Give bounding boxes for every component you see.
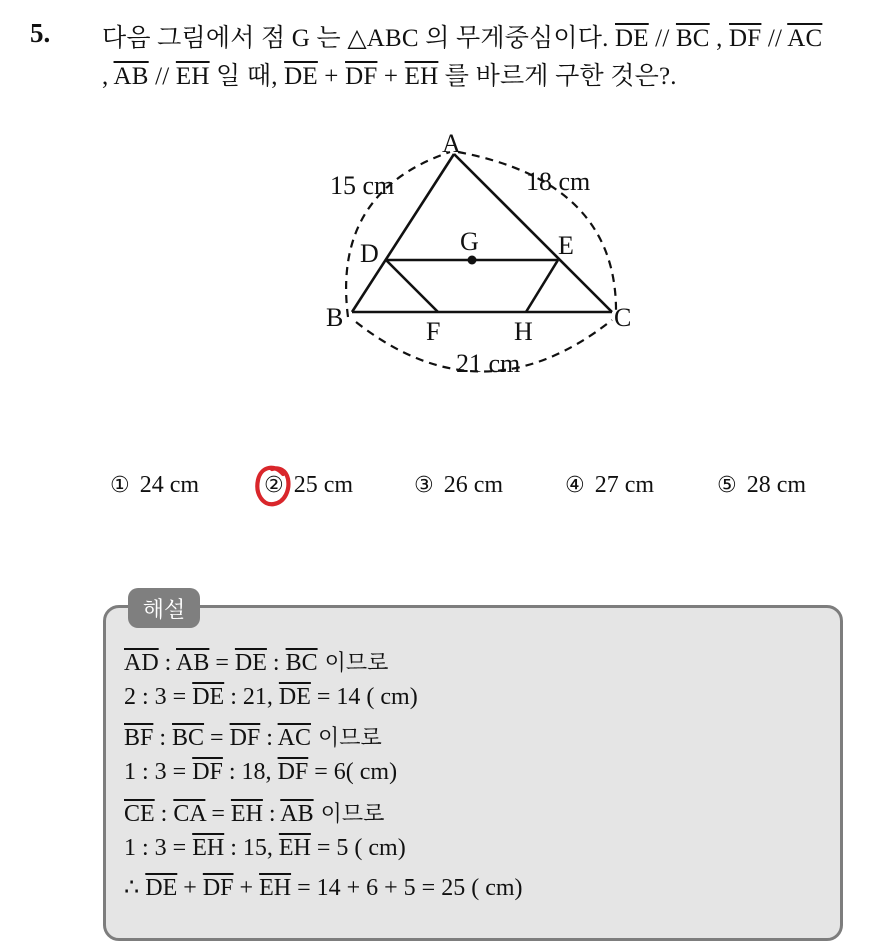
segment-notation: $\overline{DF}$ xyxy=(229,725,261,751)
label-e: E xyxy=(558,231,574,260)
solution-line-5 xyxy=(124,797,384,828)
label-b: B xyxy=(326,303,344,332)
text-run: : 15, xyxy=(224,835,279,861)
text-run: : xyxy=(262,801,281,827)
solution-line-1 xyxy=(124,646,388,677)
measure-ab: 15 cm xyxy=(330,171,395,200)
korean-text: 이므로 xyxy=(310,726,382,751)
label-h: H xyxy=(514,317,533,346)
segment-notation: $\overline{DE}$ xyxy=(145,875,178,901)
segment-notation: $\overline{DF}$ xyxy=(192,759,223,785)
choice-2[interactable]: ② 25 cm xyxy=(264,472,354,498)
text-run: // xyxy=(648,25,676,52)
segment-notation: $\overline{AD}$ xyxy=(124,650,159,676)
text-run: = 6( cm) xyxy=(308,759,398,785)
question-number: 5. xyxy=(30,18,51,48)
text-run: = 14 + 6 + 5 = 25 ( cm) xyxy=(291,875,523,901)
text-run: 1 : 3 = xyxy=(124,759,193,785)
text-run: : xyxy=(260,725,278,751)
korean-text: 이므로 xyxy=(313,802,385,827)
label-g: G xyxy=(460,227,479,256)
segment-notation: $\overline{BC}$ xyxy=(285,650,318,676)
label-d: D xyxy=(360,239,379,268)
text-run: : 21, xyxy=(224,684,279,710)
solution-tag: 해설 xyxy=(128,588,200,628)
text-run: 2 : 3 = xyxy=(124,684,193,710)
segment-notation: $\overline{EH}$ xyxy=(230,801,263,827)
text-run: + xyxy=(377,63,405,90)
choice-1[interactable]: ① 24 cm xyxy=(110,472,200,498)
label-f: F xyxy=(426,317,441,346)
segment-notation: $\overline{DE}$ xyxy=(278,684,311,710)
segment-notation: $\overline{EH}$ xyxy=(278,835,311,861)
question-line-1 xyxy=(102,18,822,54)
segment-notation: $\overline{EH}$ xyxy=(175,63,210,90)
solution-line-4 xyxy=(124,759,397,786)
segment-notation: $\overline{DE}$ xyxy=(234,650,267,676)
segment-notation: $\overline{CE}$ xyxy=(124,801,155,827)
text-run: 를 바르게 구한 것은?. xyxy=(438,63,677,90)
choice-3[interactable]: ③ 26 cm xyxy=(414,472,504,498)
text-run: : xyxy=(154,801,174,827)
segment-notation: $\overline{DF}$ xyxy=(202,875,234,901)
measure-bc: 21 cm xyxy=(456,349,521,378)
segment-notation: $\overline{DF}$ xyxy=(729,25,762,52)
segment-notation: $\overline{EH}$ xyxy=(192,835,225,861)
text-run: = 5 ( cm) xyxy=(310,835,406,861)
segment-eh xyxy=(526,260,558,312)
label-a: A xyxy=(442,129,461,158)
circle-stroke xyxy=(257,468,288,504)
segment-notation: $\overline{EH}$ xyxy=(404,63,439,90)
segment-notation: $\overline{BC}$ xyxy=(172,725,205,751)
korean-text: 이므로 xyxy=(317,651,389,676)
segment-notation: $\overline{DE}$ xyxy=(615,25,649,52)
text-run: + xyxy=(317,63,346,90)
centroid-point xyxy=(468,256,477,265)
segment-notation: $\overline{AC}$ xyxy=(277,725,311,751)
text-run: // xyxy=(761,25,788,52)
segment-notation: $\overline{AB}$ xyxy=(280,801,314,827)
segment-notation: $\overline{AB}$ xyxy=(113,63,149,90)
text-run: : xyxy=(153,725,173,751)
segment-notation: $\overline{BC}$ xyxy=(675,25,710,52)
text-run: 다음 그림에서 점 G 는 xyxy=(102,25,348,52)
solution-line-3 xyxy=(124,721,382,752)
choice-4[interactable]: ④ 27 cm xyxy=(565,472,655,498)
segment-notation: $\overline{DE}$ xyxy=(284,63,318,90)
text-run: , xyxy=(102,63,114,90)
text-run: = xyxy=(204,725,230,751)
segment-notation: $\overline{BF}$ xyxy=(124,725,154,751)
text-run: = xyxy=(209,650,235,676)
text-run: , xyxy=(709,25,730,52)
segment-notation: $\overline{EH}$ xyxy=(259,875,292,901)
text-run: = 14 ( cm) xyxy=(310,684,418,710)
text-run: 일 때, xyxy=(209,63,285,90)
segment-notation: $\overline{DF}$ xyxy=(345,63,378,90)
text-run: 1 : 3 = xyxy=(124,835,193,861)
text-run: + xyxy=(233,875,260,901)
segment-notation: $\overline{DF}$ xyxy=(277,759,309,785)
segment-notation: $\overline{DE}$ xyxy=(192,684,225,710)
text-run: + xyxy=(177,875,203,901)
text-run: // xyxy=(148,63,176,90)
segment-df xyxy=(386,260,438,312)
text-run: ∴ xyxy=(124,875,146,901)
label-c: C xyxy=(614,303,632,332)
triangle-figure xyxy=(318,122,648,382)
selected-answer-circle xyxy=(255,462,291,508)
segment-notation: $\overline{CA}$ xyxy=(173,801,206,827)
text-run: △ABC 의 무게중심이다. xyxy=(347,25,615,52)
text-run: : xyxy=(266,650,286,676)
text-run: : xyxy=(158,650,177,676)
solution-line-7 xyxy=(124,873,523,902)
text-run: : 18, xyxy=(222,759,278,785)
question-line-2 xyxy=(102,56,677,92)
solution-line-2 xyxy=(124,684,418,711)
segment-notation: $\overline{AC}$ xyxy=(787,25,823,52)
choice-5[interactable]: ⑤ 28 cm xyxy=(717,472,807,498)
text-run: = xyxy=(205,801,231,827)
answer-choices xyxy=(0,472,884,508)
segment-notation: $\overline{AB}$ xyxy=(176,650,210,676)
measure-ac: 18 cm xyxy=(526,167,591,196)
solution-line-6 xyxy=(124,835,406,862)
